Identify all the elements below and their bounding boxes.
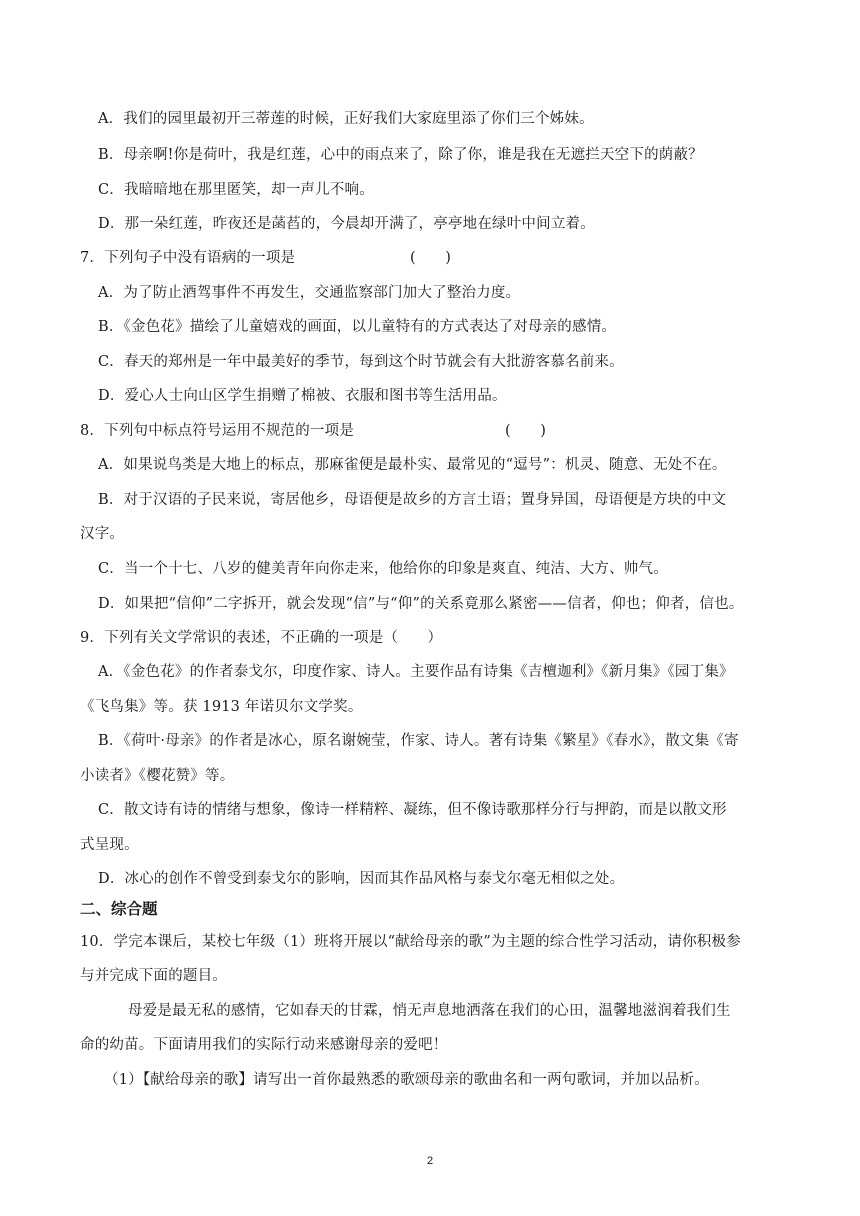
question-7-answer-blank: ( ) — [410, 250, 452, 266]
q9-option-a-cont: 《飞鸟集》等。获 1913 年诺贝尔文学奖。 — [80, 699, 363, 715]
q9-option-a: A．《金色花》的作者泰戈尔，印度作家、诗人。主要作品有诗集《吉檀迦利》《新月集》《园丁集》 — [98, 664, 734, 680]
q6-option-a: A．我们的园里最初开三蒂莲的时候，正好我们大家庭里添了你们三个姊妹。 — [98, 111, 594, 127]
q7-option-c: C．春天的郑州是一年中最美好的季节，每到这个时节就会有大批游客慕名前来。 — [98, 354, 624, 370]
passage-paragraph-cont: 命的幼苗。下面请用我们的实际行动来感谢母亲的爱吧！ — [80, 1037, 448, 1053]
q9-option-c: C．散文诗有诗的情绪与想象，像诗一样精粹、凝练，但不像诗歌那样分行与押韵，而是以散文形 — [98, 802, 727, 818]
question-7-stem — [80, 248, 452, 268]
q6-option-b: B．母亲啊!你是荷叶，我是红莲，心中的雨点来了，除了你，谁是我在无遮拦天空下的荫蔽？ — [98, 147, 703, 163]
q8-option-c: C．当一个十七、八岁的健美青年向你走来，他给你的印象是爽直、纯洁、大方、帅气。 — [98, 561, 668, 577]
section-heading: 二、综合题 — [80, 900, 158, 918]
passage-paragraph: 母爱是最无私的感情，它如春天的甘霖，悄无声息地洒落在我们的心田，温馨地滋润着我们生 — [128, 1003, 731, 1019]
q9-option-b: B．《荷叶·母亲》的作者是冰心，原名谢婉莹，作家、诗人。著有诗集《繁星》《春水》，散文集《寄 — [98, 733, 739, 749]
q7-option-b: B．《金色花》描绘了儿童嬉戏的画面，以儿童特有的方式表达了对母亲的感情。 — [98, 319, 617, 335]
q7-option-d: D．爱心人士向山区学生捐赠了棉被、衣服和图书等生活用品。 — [98, 388, 507, 404]
q7-option-a: A．为了防止酒驾事件不再发生，交通监察部门加大了整治力度。 — [98, 285, 521, 301]
question-10-stem: 10．学完本课后，某校七年级（1）班将开展以“献给母亲的歌”为主题的综合性学习活动，请你积极参 — [80, 934, 741, 950]
q8-option-b-cont: 汉字。 — [80, 526, 125, 542]
question-8-text: 8．下列句中标点符号运用不规范的一项是 — [80, 423, 355, 439]
question-7-text: 7．下列句子中没有语病的一项是 — [80, 250, 296, 266]
q6-option-d: D．那一朵红莲，昨夜还是菡萏的，今晨却开满了，亭亭地在绿叶中间立着。 — [98, 216, 595, 232]
question-10-part-1: （1）【献给母亲的歌】请写出一首你最熟悉的歌颂母亲的歌曲名和一两句歌词，并加以品析。 — [104, 1072, 709, 1088]
q9-option-b-cont: 小读者》《樱花赞》等。 — [80, 768, 235, 784]
q8-option-d: D．如果把“信仰”二字拆开，就会发现“信”与“仰”的关系竟那么紧密——信者，仰也；仰者，信也。 — [98, 596, 744, 612]
page-number: 2 — [426, 1155, 434, 1167]
q9-option-c-cont: 式呈现。 — [80, 837, 139, 853]
question-8-answer-blank: ( ) — [505, 423, 547, 439]
q8-option-b: B．对于汉语的子民来说，寄居他乡，母语便是故乡的方言土语；置身异国，母语便是方块的中文 — [98, 492, 727, 508]
question-8-stem — [80, 421, 547, 441]
question-9-stem: 9．下列有关文学常识的表述，不正确的一项是（ ） — [80, 630, 443, 646]
q9-option-d: D．冰心的创作不曾受到泰戈尔的影响，因而其作品风格与泰戈尔毫无相似之处。 — [98, 871, 625, 887]
question-10-stem-cont: 与并完成下面的题目。 — [80, 968, 227, 984]
q8-option-a: A．如果说鸟类是大地上的标点，那麻雀便是最朴实、最常见的“逗号”：机灵、随意、无处不在。 — [98, 457, 727, 473]
q6-option-c: C．我暗暗地在那里匿笑，却一声儿不响。 — [98, 182, 374, 198]
